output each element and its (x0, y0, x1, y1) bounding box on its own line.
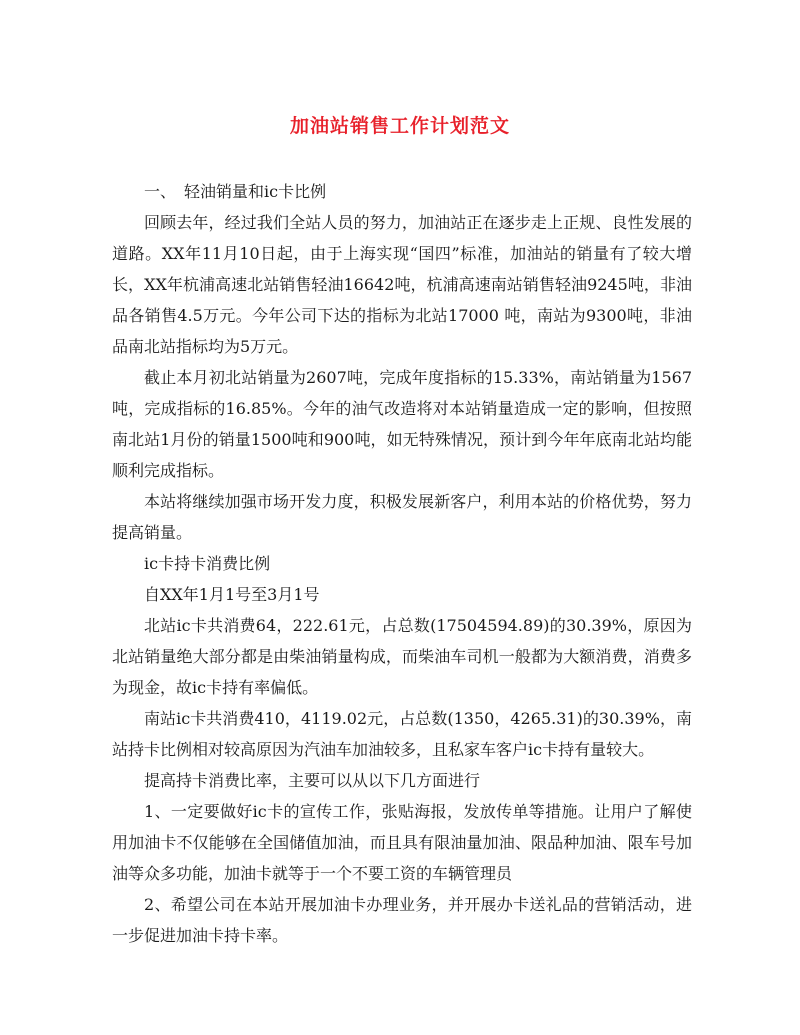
paragraph-market: 本站将继续加强市场开发力度，积极发展新客户，利用本站的价格优势，努力提高销量。 (112, 492, 692, 542)
paragraph-improve-intro: 提高持卡消费比率，主要可以从以下几方面进行 (144, 771, 481, 790)
document-title: 加油站销售工作计划范文 (289, 115, 510, 137)
list-item-2: 2、希望公司在本站开展加油卡办理业务，并开展办卡送礼品的营销活动，进一步促进加油卡持卡率。 (112, 895, 692, 945)
paragraph-period: 自XX年1月1号至3月1号 (144, 585, 320, 604)
section-heading-fuel-sales: 一、 轻油销量和ic卡比例 (144, 182, 327, 201)
paragraph-progress: 截止本月初北站销量为2607吨，完成年度指标的15.33%，南站销量为1567吨，完成指标的16.85%。今年的油气改造将对本站销量造成一定的影响，但按照南北站1月份的销量1500吨和900吨，如无特殊情况，预计到今年年底南北站均能顺利完成指标。 (112, 368, 692, 480)
list-item-1: 1、一定要做好ic卡的宣传工作，张贴海报，发放传单等措施。让用户了解使用加油卡不仅能够在全国储值加油，而且具有限油量加油、限品种加油、限车号加油等众多功能，加油卡就等于一个不要工资的车辆管理员 (112, 802, 692, 883)
paragraph-review: 回顾去年，经过我们全站人员的努力，加油站正在逐步走上正规、良性发展的道路。XX年11月10日起，由于上海实现“国四”标准，加油站的销量有了较大增长，XX年杭浦高速北站销售轻油16642吨，杭浦高速南站销售轻油9245吨，非油品各销售4.5万元。今年公司下达的指标为北站17000 吨，南站为9300吨，非油品南北站指标均为5万元。 (112, 213, 692, 356)
paragraph-south-station: 南站ic卡共消费410，4119.02元，占总数(1350，4265.31)的30.39%，南站持卡比例相对较高原因为汽油车加油较多，且私家车客户ic卡持有量较大。 (112, 709, 692, 759)
paragraph-north-station: 北站ic卡共消费64，222.61元，占总数(17504594.89)的30.39%，原因为北站销量绝大部分都是由柴油销量构成，而柴油车司机一般都为大额消费，消费多为现金，故ic卡持有率偏低。 (112, 616, 692, 697)
document-body (112, 176, 692, 951)
subheading-card-ratio: ic卡持卡消费比例 (144, 554, 271, 573)
